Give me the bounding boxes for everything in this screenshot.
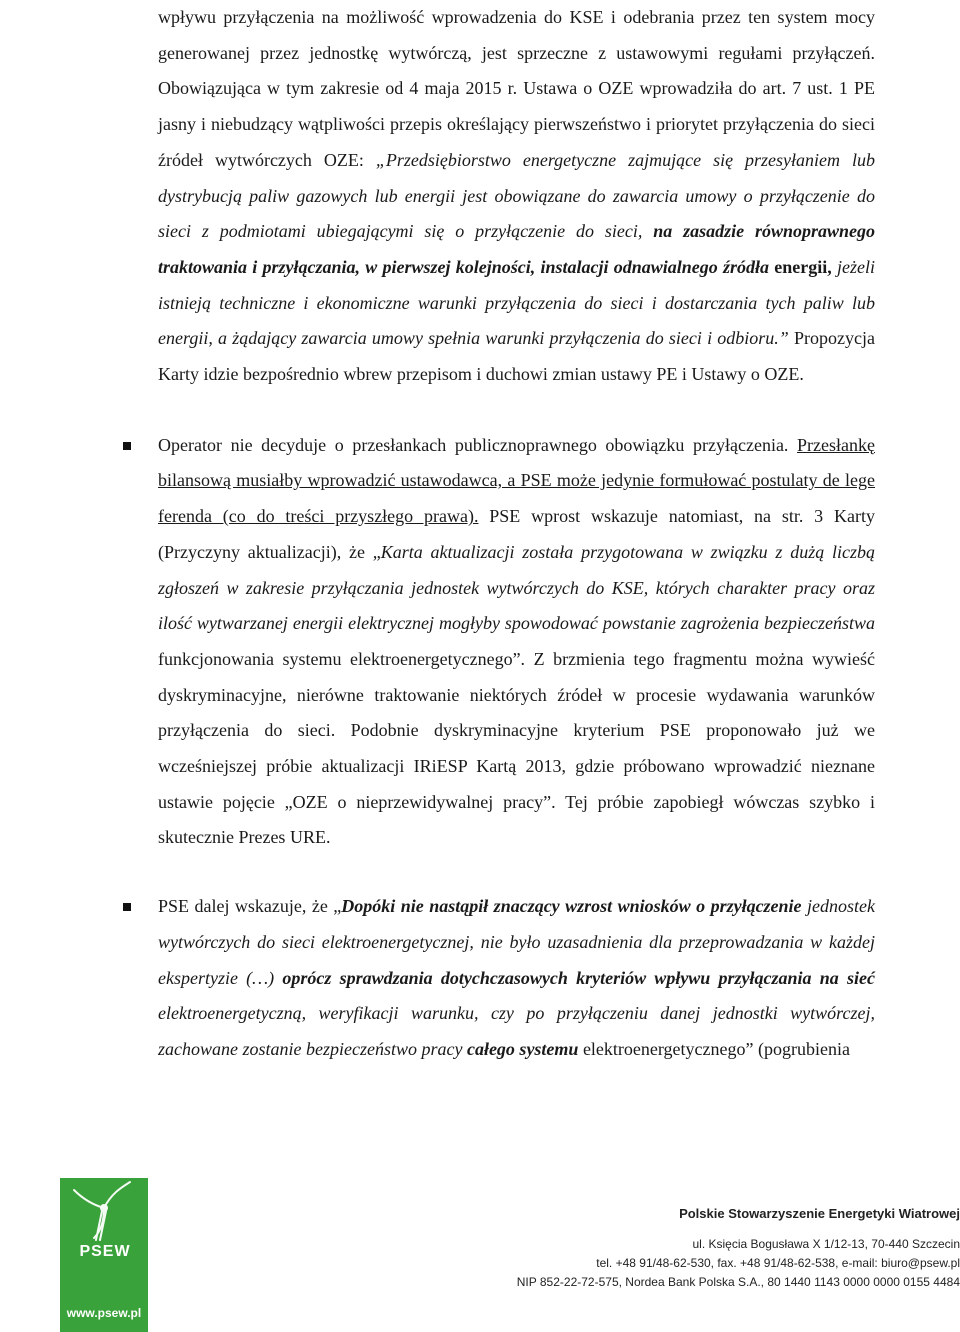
paragraph-1 — [158, 0, 875, 393]
bullet-item-1 — [158, 428, 875, 856]
p3-quote-2: elektroenergetyczną, weryfikacji warunku, czy po przyłączeniu danej jednostki wytwórczej, zachowane zostanie bezpieczeństwo pracy — [158, 1003, 875, 1059]
bullet-square-icon — [123, 903, 131, 911]
p2-underlined: Przesłankę bilansową musiałby wprowadzić ustawodawca, a PSE może jedynie formułować postulaty de lege ferenda (co do treści przyszłego prawa). — [158, 434, 875, 527]
logo-url[interactable]: www.psew.pl — [66, 1306, 142, 1320]
p1-bold-energii: energii, — [774, 256, 832, 277]
bullet-item-2 — [158, 889, 875, 1068]
p3-bold-quote-3: całego systemu — [466, 1038, 579, 1059]
p1-conclusion: Propozycja Karty idzie bezpośrednio wbrew przepisom i duchowi zmian ustawy PE i Ustawy o OZE. — [158, 328, 875, 385]
p1-quote-bold: na zasadzie równoprawnego traktowania i przyłączania, w pierwszej kolejności, instalacji odnawialnego źródła — [158, 221, 875, 277]
logo-text: PSEW — [79, 1243, 131, 1260]
p2-text: Operator nie decyduje o przesłankach publicznoprawnego obowiązku przyłączenia. — [158, 434, 798, 455]
document-body — [158, 0, 875, 1068]
footer-bank-details: NIP 852-22-72-575, Nordea Bank Polska S.A., 80 1440 1143 0000 0000 0155 4484 — [516, 1275, 960, 1289]
p3-bold-quote-2: oprócz sprawdzania dotychczasowych kryteriów wpływu przyłączania na sieć — [282, 967, 875, 988]
p1-quote-end: jeżeli istnieją techniczne i ekonomiczne warunki przyłączenia do sieci i dostarczania tych paliw lub energii, a żądający zawarcia umowy spełnia warunki przyłączenia do sieci i odbioru.” — [158, 256, 875, 349]
p1-quote: „Przedsiębiorstwo energetyczne zajmujące się przesyłaniem lub dystrybucją paliw gazowych lub energii jest obowiązane do zawarcia umowy o przyłączenie do sieci z podmiotami ubiegającymi się o przyłączenie do sieci, — [158, 149, 875, 242]
p2-quote: Karta aktualizacji została przygotowana w związku z dużą liczbą zgłoszeń w zakresie przyłączania jednostek wytwórczych do KSE, których charakter pracy oraz ilość wytwarzanej energii elektrycznej mogłyby spowodować powstanie zagrożenia bezpieczeństwa — [158, 541, 875, 634]
footer-phone-email: tel. +48 91/48-62-530, fax. +48 91/48-62-538, e-mail: biuro@psew.pl — [596, 1256, 960, 1270]
p1-text: wpływu przyłączenia na możliwość wprowadzenia do KSE i odebrania przez ten system mocy generowanej przez jednostkę wytwórczą, jest sprzeczne z ustawowymi regułami przyłączeń. Obowiązująca w tym zakresie od 4 maja 2015 r. Ustawa o OZE wprowadziła do art. 7 ust. 1 PE jasny i niebudzący wątpliwości przepis określający pierwszeństwo i priorytet przyłączenia do sieci źródeł wytwórczych OZE: — [158, 7, 875, 170]
p3-text: PSE dalej wskazuje, że „ — [158, 896, 342, 917]
bullet-square-icon — [123, 442, 131, 450]
footer-organization: Polskie Stowarzyszenie Energetyki Wiatrowej — [679, 1206, 960, 1221]
p2-text-3: funkcjonowania systemu elektroenergetycznego”. Z brzmienia tego fragmentu można wywieść dyskryminacyjne, nierówne traktowanie niektórych źródeł w procesie wydawania warunków przyłączenia do sieci. Podobnie dyskryminacyjne kryterium PSE proponowało już we wcześniejszej próbie aktualizacji IRiESP Kartą 2013, gdzie próbowano wprowadzić nieznane ustawie pojęcie „OZE o nieprzewidywalnej pracy”. Tej próbie zapobiegł wówczas szybko i skutecznie Prezes URE. — [158, 648, 875, 848]
footer-address: ul. Księcia Bogusława X 1/12-13, 70-440 Szczecin — [692, 1237, 960, 1251]
psew-logo — [60, 1178, 148, 1332]
p2-text-2: PSE wprost wskazuje natomiast, na str. 3 Karty (Przyczyny aktualizacji), że „ — [158, 506, 875, 562]
p3-bold-quote: Dopóki nie nastąpił znaczący wzrost wniosków o przyłączenie — [341, 896, 802, 917]
p3-quote: jednostek wytwórczych do sieci elektroenergetycznej, nie było uzasadnienia dla przeprowadzania w każdej ekspertyzie (…) — [158, 896, 875, 988]
footer-contact — [400, 1196, 960, 1292]
p3-text-end: elektroenergetycznego” (pogrubienia — [578, 1038, 850, 1059]
